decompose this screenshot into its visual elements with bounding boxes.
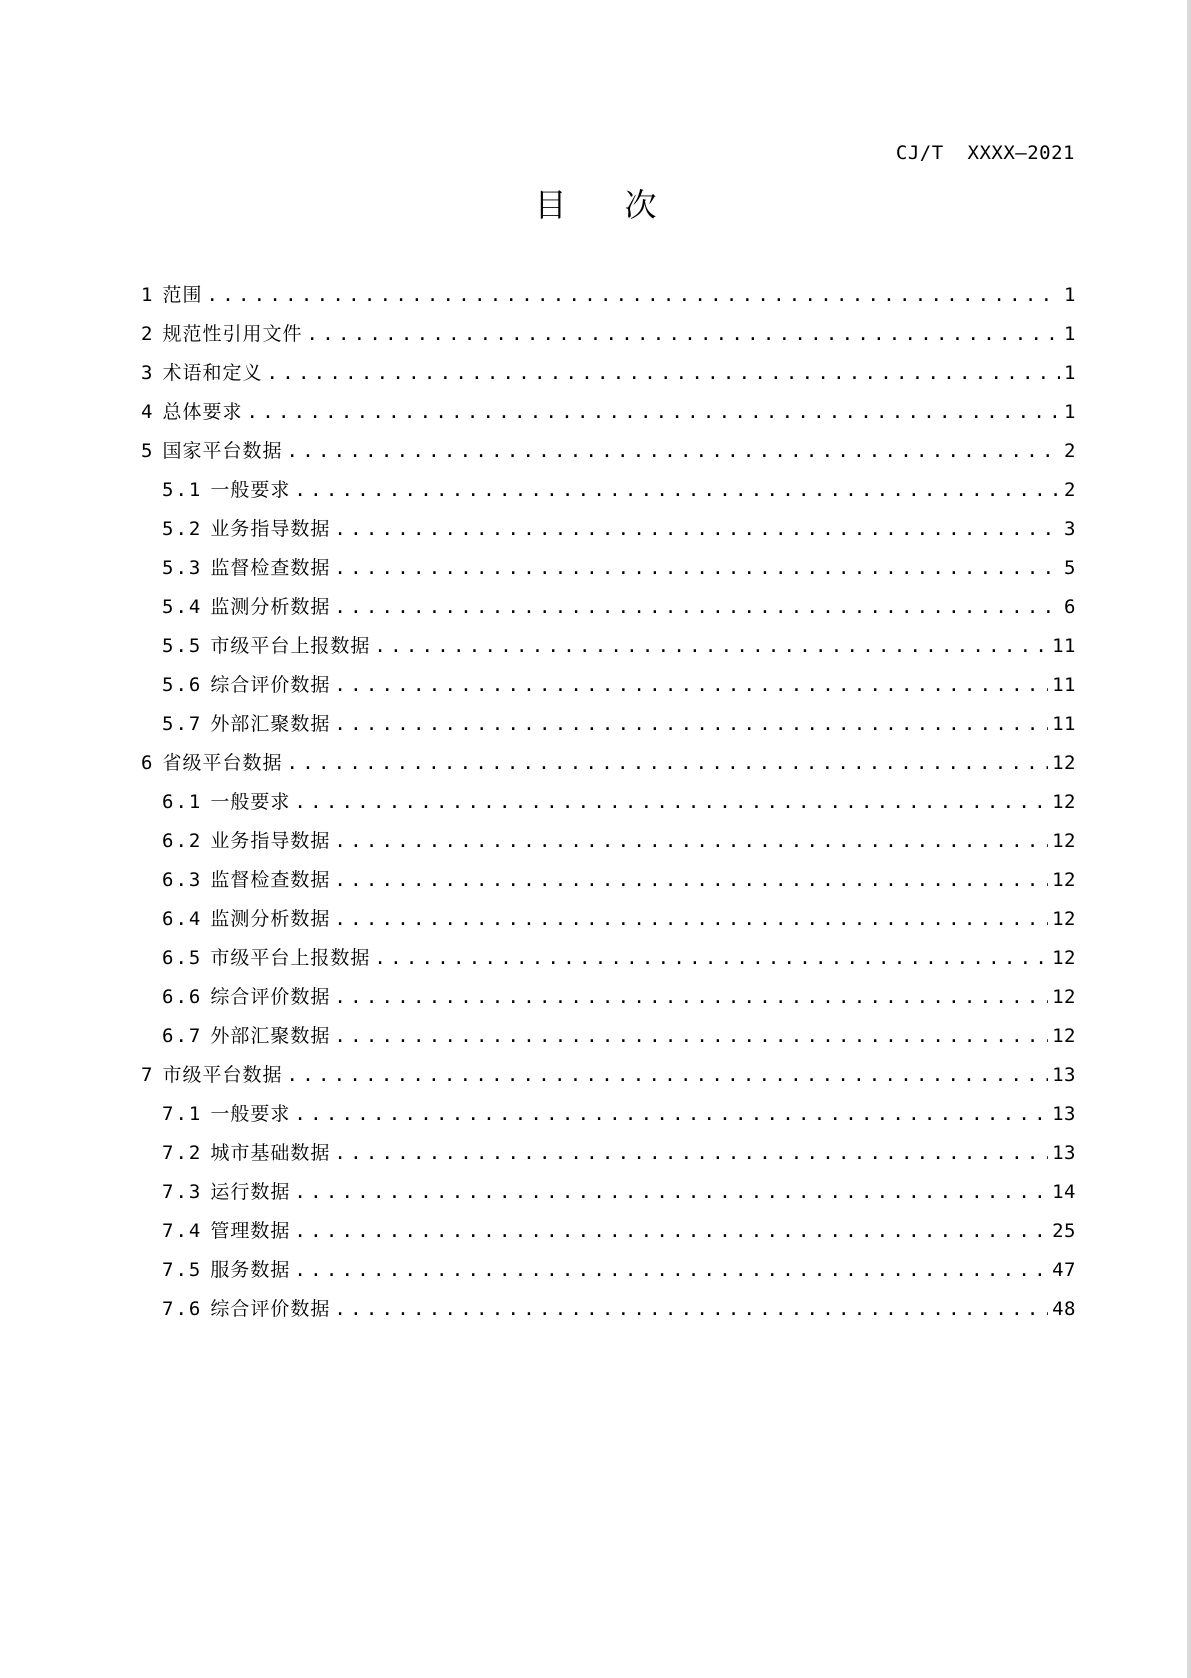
toc-entry[interactable] [141, 588, 1076, 627]
toc-entry[interactable] [141, 1212, 1076, 1251]
toc-entry-title: 运行数据 [210, 1181, 291, 1203]
toc-entry[interactable] [141, 705, 1076, 744]
toc-entry-page: 1 [1064, 284, 1076, 306]
toc-entry[interactable] [141, 939, 1076, 978]
toc-entry-page: 6 [1064, 596, 1076, 618]
toc-entry-number: 6.7 [162, 1025, 203, 1047]
toc-dot-leader [294, 1251, 1048, 1290]
toc-entry-page: 13 [1052, 1064, 1076, 1086]
toc-dot-leader [206, 276, 1060, 315]
table-of-contents [141, 276, 1076, 1329]
toc-dot-leader [286, 432, 1060, 471]
document-code: CJ/T XXXX—2021 [895, 142, 1075, 164]
toc-entry-title: 术语和定义 [162, 362, 263, 384]
toc-dot-leader [334, 705, 1048, 744]
toc-entry[interactable] [141, 666, 1076, 705]
toc-entry[interactable] [141, 1251, 1076, 1290]
toc-entry[interactable] [141, 432, 1076, 471]
toc-entry-page: 1 [1064, 401, 1076, 423]
toc-entry[interactable] [141, 1095, 1076, 1134]
toc-dot-leader [334, 1290, 1048, 1329]
toc-dot-leader [266, 354, 1060, 393]
toc-entry-page: 12 [1052, 947, 1076, 969]
toc-entry-number: 6.5 [162, 947, 203, 969]
toc-entry-number: 7.5 [162, 1259, 203, 1281]
toc-entry-number: 6.3 [162, 869, 203, 891]
toc-entry-page: 13 [1052, 1103, 1076, 1125]
toc-dot-leader [374, 939, 1048, 978]
toc-entry-title: 综合评价数据 [210, 986, 331, 1008]
toc-entry[interactable] [141, 471, 1076, 510]
toc-dot-leader [294, 1212, 1048, 1251]
toc-entry-page: 12 [1052, 1025, 1076, 1047]
toc-entry-title: 国家平台数据 [162, 440, 283, 462]
toc-entry-number: 7.3 [162, 1181, 203, 1203]
toc-entry-number: 2 [141, 323, 155, 345]
toc-entry-number: 4 [141, 401, 155, 423]
toc-entry-title: 监督检查数据 [210, 869, 331, 891]
toc-entry-page: 12 [1052, 830, 1076, 852]
toc-entry-number: 1 [141, 284, 155, 306]
toc-entry-page: 12 [1052, 869, 1076, 891]
toc-entry-number: 6.6 [162, 986, 203, 1008]
toc-entry-number: 6.4 [162, 908, 203, 930]
toc-entry[interactable] [141, 1290, 1076, 1329]
toc-entry-page: 1 [1064, 362, 1076, 384]
toc-entry-title: 服务数据 [210, 1259, 291, 1281]
toc-entry[interactable] [141, 861, 1076, 900]
toc-entry[interactable] [141, 900, 1076, 939]
toc-entry-title: 外部汇聚数据 [210, 713, 331, 735]
toc-entry-number: 5.6 [162, 674, 203, 696]
toc-entry-page: 12 [1052, 908, 1076, 930]
toc-entry[interactable] [141, 627, 1076, 666]
toc-entry[interactable] [141, 315, 1076, 354]
toc-entry[interactable] [141, 354, 1076, 393]
toc-entry-page: 1 [1064, 323, 1076, 345]
toc-entry-number: 5.1 [162, 479, 203, 501]
toc-dot-leader [334, 822, 1048, 861]
toc-entry-title: 外部汇聚数据 [210, 1025, 331, 1047]
toc-entry-page: 14 [1052, 1181, 1076, 1203]
toc-dot-leader [374, 627, 1048, 666]
toc-dot-leader [334, 978, 1048, 1017]
toc-entry-page: 11 [1052, 674, 1076, 696]
toc-entry-title: 综合评价数据 [210, 674, 331, 696]
toc-entry-title: 业务指导数据 [210, 830, 331, 852]
toc-entry-number: 5.2 [162, 518, 203, 540]
page-title: 目次 [534, 186, 715, 224]
toc-entry-page: 25 [1052, 1220, 1076, 1242]
toc-entry-title: 城市基础数据 [210, 1142, 331, 1164]
toc-entry-title: 综合评价数据 [210, 1298, 331, 1320]
toc-dot-leader [334, 588, 1060, 627]
toc-entry[interactable] [141, 276, 1076, 315]
toc-entry-title: 一般要求 [210, 1103, 291, 1125]
toc-dot-leader [294, 1095, 1048, 1134]
toc-entry-page: 5 [1064, 557, 1076, 579]
toc-entry-page: 3 [1064, 518, 1076, 540]
toc-entry-page: 2 [1064, 440, 1076, 462]
toc-entry-page: 11 [1052, 713, 1076, 735]
toc-entry-page: 12 [1052, 791, 1076, 813]
toc-dot-leader [246, 393, 1060, 432]
toc-entry-number: 7.2 [162, 1142, 203, 1164]
toc-entry-page: 12 [1052, 986, 1076, 1008]
toc-entry[interactable] [141, 393, 1076, 432]
toc-entry-title: 总体要求 [162, 401, 243, 423]
toc-dot-leader [334, 1134, 1048, 1173]
toc-entry[interactable] [141, 822, 1076, 861]
toc-entry-title: 市级平台上报数据 [210, 635, 371, 657]
toc-entry-number: 5 [141, 440, 155, 462]
toc-entry-title: 管理数据 [210, 1220, 291, 1242]
toc-entry[interactable] [141, 783, 1076, 822]
toc-entry-number: 7.6 [162, 1298, 203, 1320]
toc-entry-page: 13 [1052, 1142, 1076, 1164]
toc-entry-title: 范围 [162, 284, 203, 306]
toc-dot-leader [334, 549, 1060, 588]
toc-entry-number: 7 [141, 1064, 155, 1086]
toc-entry-number: 6.2 [162, 830, 203, 852]
toc-dot-leader [294, 1173, 1048, 1212]
toc-entry-number: 5.7 [162, 713, 203, 735]
toc-entry-title: 市级平台上报数据 [210, 947, 371, 969]
toc-entry-title: 一般要求 [210, 791, 291, 813]
toc-entry-title: 省级平台数据 [162, 752, 283, 774]
toc-entry-page: 11 [1052, 635, 1076, 657]
toc-dot-leader [306, 315, 1060, 354]
toc-entry-title: 监测分析数据 [210, 596, 331, 618]
toc-dot-leader [334, 666, 1048, 705]
toc-entry-number: 6 [141, 752, 155, 774]
toc-entry-number: 3 [141, 362, 155, 384]
page-edge [1187, 0, 1191, 1678]
toc-entry-title: 市级平台数据 [162, 1064, 283, 1086]
toc-entry-page: 2 [1064, 479, 1076, 501]
toc-entry-title: 监测分析数据 [210, 908, 331, 930]
toc-entry-number: 5.4 [162, 596, 203, 618]
toc-entry[interactable] [141, 510, 1076, 549]
toc-entry-number: 5.5 [162, 635, 203, 657]
toc-entry[interactable] [141, 549, 1076, 588]
toc-entry-page: 12 [1052, 752, 1076, 774]
toc-entry[interactable] [141, 978, 1076, 1017]
toc-dot-leader [334, 1017, 1048, 1056]
toc-entry-title: 一般要求 [210, 479, 291, 501]
toc-entry-page: 48 [1052, 1298, 1076, 1320]
toc-entry-page: 47 [1052, 1259, 1076, 1281]
toc-dot-leader [294, 471, 1060, 510]
toc-entry-title: 规范性引用文件 [162, 323, 303, 345]
toc-entry-number: 6.1 [162, 791, 203, 813]
toc-entry-title: 业务指导数据 [210, 518, 331, 540]
toc-dot-leader [286, 1056, 1048, 1095]
toc-dot-leader [334, 510, 1060, 549]
toc-entry[interactable] [141, 744, 1076, 783]
toc-entry[interactable] [141, 1173, 1076, 1212]
toc-entry-title: 监督检查数据 [210, 557, 331, 579]
toc-entry-number: 7.4 [162, 1220, 203, 1242]
toc-dot-leader [286, 744, 1048, 783]
toc-entry-number: 7.1 [162, 1103, 203, 1125]
toc-dot-leader [294, 783, 1048, 822]
toc-dot-leader [334, 861, 1048, 900]
toc-entry-number: 5.3 [162, 557, 203, 579]
toc-entry[interactable] [141, 1056, 1076, 1095]
toc-dot-leader [334, 900, 1048, 939]
toc-entry[interactable] [141, 1134, 1076, 1173]
toc-entry[interactable] [141, 1017, 1076, 1056]
